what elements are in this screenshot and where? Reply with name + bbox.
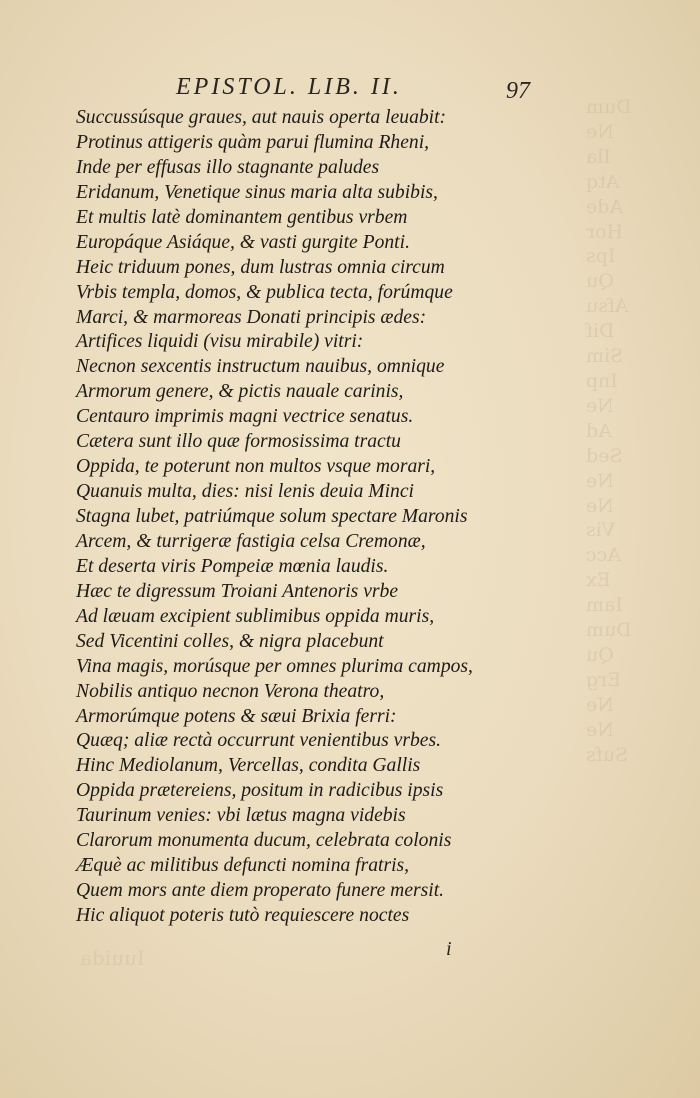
verse-line: Stagna lubet, patriúmque solum spectare Maronis	[76, 506, 468, 527]
verse-line: Nobilis antiquo necnon Verona theatro,	[76, 680, 385, 702]
verse-line: Succussúsque graues, aut nauis operta leuabit:	[76, 107, 447, 128]
show-through-catchword: Iuuida	[80, 946, 145, 970]
verse-line: Artifices liquidi (visu mirabile) vitri:	[76, 331, 364, 353]
verse-line: Æquè ac militibus defuncti nomina fratris,	[76, 855, 410, 877]
verse-line: Protinus attigeris quàm parui flumina Rheni,	[76, 131, 430, 153]
verse-line: Centauro imprimis magni vectrice senatus.	[76, 406, 414, 428]
verse-line: Necnon sexcentis instructum nauibus, omnique	[76, 356, 445, 378]
verse-line: Cætera sunt illo quæ formosissima tractu	[76, 431, 401, 453]
verse-line: Europáque Asiáque, & vasti gurgite Ponti.	[76, 231, 410, 253]
verse-line: Arcem, & turrigeræ fastigia celsa Cremonæ,	[76, 530, 426, 552]
verse-line: Marci, & marmoreas Donati principis ædes:	[76, 306, 427, 328]
verse-list	[76, 106, 496, 929]
verse-line: Et multis latè dominantem gentibus vrbem	[76, 206, 408, 228]
show-through-text: Dum Ne Ila Atq Ade Hor Ips Qu Afsu Dif Sim Inp Ne Ad Sed Ne Ne Vis Acc Ex Iam Dum Qu Erg Ne Ne Sufs	[586, 96, 632, 766]
verse-line: Armorúmque potens & sæui Brixia ferri:	[76, 705, 397, 727]
verse-line: Quæq; aliæ rectà occurrunt venientibus vrbes.	[76, 730, 441, 752]
verse-line: Quem mors ante diem properato funere mersit.	[76, 880, 445, 902]
page-number: 97	[506, 78, 530, 104]
running-head: EPISTOL. LIB. II.	[176, 74, 402, 100]
verse-line: Et deserta viris Pompeiæ mœnia laudis.	[76, 555, 389, 577]
verse-line: Quanuis multa, dies: nisi lenis deuia Minci	[76, 481, 414, 503]
verse-line: Inde per effusas illo stagnante paludes	[76, 156, 380, 178]
signature-mark: i	[446, 938, 452, 960]
verse-line: Oppida prætereiens, positum in radicibus ipsis	[76, 780, 444, 802]
verse-line: Hinc Mediolanum, Vercellas, condita Gallis	[76, 755, 421, 777]
verse-line: Oppida, te poterunt non multos vsque morari,	[76, 456, 436, 478]
verse-line: Eridanum, Venetique sinus maria alta subibis,	[76, 181, 438, 203]
verse-line: Vrbis templa, domos, & publica tecta, forúmque	[76, 281, 453, 303]
verse-line: Heic triduum pones, dum lustras omnia circum	[76, 256, 445, 278]
verse-line: Clarorum monumenta ducum, celebrata colonis	[76, 830, 452, 852]
verse-line: Ad læuam excipient sublimibus oppida muris,	[76, 605, 435, 627]
verse-line: Taurinum venies: vbi lætus magna videbis	[76, 805, 406, 827]
verse-line: Hic aliquot poteris tutò requiescere noctes	[76, 905, 410, 926]
verse-line: Armorum genere, & pictis nauale carinis,	[76, 381, 404, 403]
verse-line: Hæc te digressum Troiani Antenoris vrbe	[76, 580, 399, 602]
verse-line: Vina magis, morúsque per omnes plurima campos,	[76, 655, 473, 677]
verse-line: Sed Vicentini colles, & nigra placebunt	[76, 630, 384, 652]
